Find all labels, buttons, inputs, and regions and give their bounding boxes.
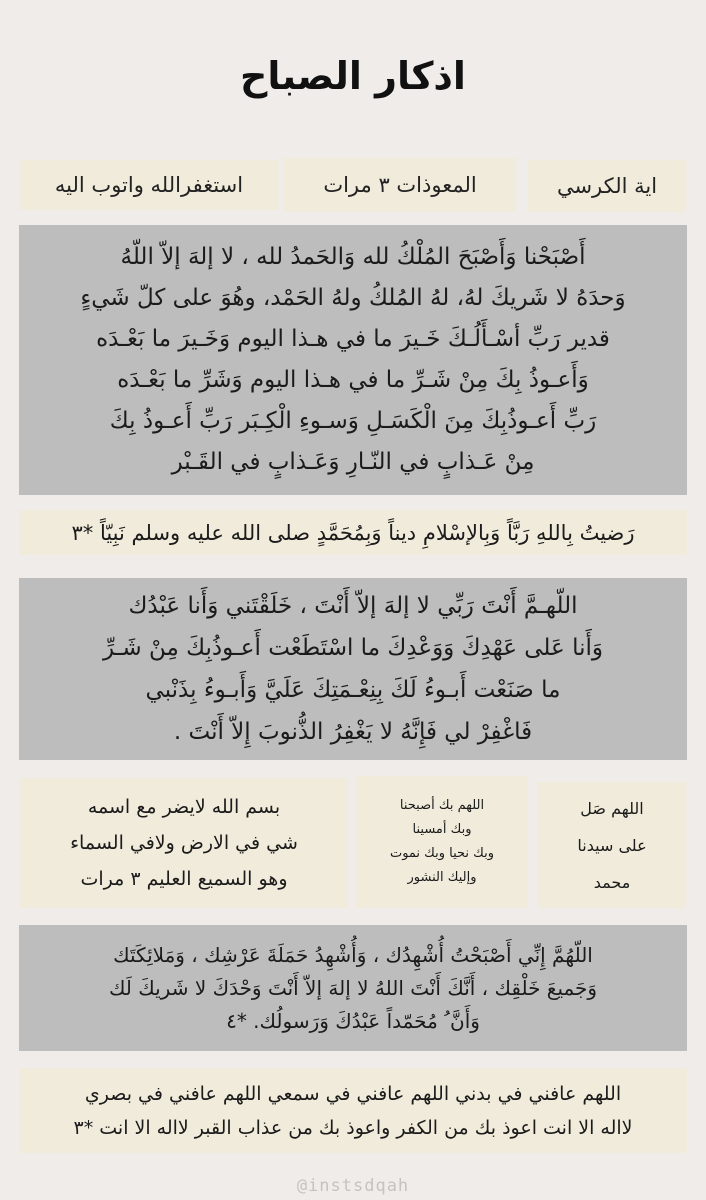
- dhikr-line: وَأَعـوذُ بِكَ مِنْ شَـرِّ ما في هـذا اليوم وَشَرِّ ما بَعْـدَه: [117, 367, 589, 393]
- dhikr-asbahna-block: [19, 225, 687, 495]
- dhikr-bismillah-block: [20, 778, 348, 908]
- tag-label: اية الكرسي: [556, 174, 658, 198]
- dhikr-ashhaduka-block: [19, 925, 687, 1051]
- dhikr-line: وَجَميعَ خَلْقِك ، أَنَّكَ أَنْتَ اللهُ لا إلهَ إلاّ أَنْتَ وَحْدَكَ لا شَريكَ لَك: [108, 975, 598, 1000]
- dhikr-sayyid-istighfar-block: [19, 578, 687, 760]
- tag-istighfar: [20, 160, 278, 210]
- dhikr-line: شي في الارض ولافي السماء: [70, 832, 298, 854]
- page-title: اذكار الصباح: [240, 54, 466, 98]
- tag-label: المعوذات ٣ مرات: [323, 173, 477, 197]
- watermark-handle: @instsdqah: [296, 1176, 410, 1196]
- tag-label: استغفرالله واتوب اليه: [54, 173, 244, 197]
- dhikr-salli-block: [538, 782, 686, 908]
- dhikr-line: اللّهُمَّ إِنِّي أَصْبَحْتُ أُشْهِدُك ، وَأُشْهِدُ حَمَلَةَ عَرْشِك ، وَمَلائِكَتَك: [113, 942, 593, 967]
- dhikr-afini-block: [19, 1068, 687, 1153]
- dhikr-line: اللهم عافني في بدني اللهم عافني في سمعي اللهم عافني في بصري: [84, 1082, 622, 1105]
- dhikr-line: وبك أمسينا: [412, 822, 472, 837]
- dhikr-line: قدير رَبِّ أسْـأَلُـكَ خَـيرَ ما في هـذا اليوم وَخَـيرَ ما بَعْـدَه: [96, 326, 610, 352]
- dhikr-line: وهو السميع العليم ٣ مرات: [80, 868, 288, 890]
- dhikr-line: بسم الله لايضر مع اسمه: [87, 796, 281, 818]
- dhikr-line: وَأَنَّ ُ مُحَمّداً عَبْدُكَ وَرَسولُك. *٤: [226, 1008, 480, 1033]
- tag-muawwidhat: [284, 158, 516, 212]
- dhikr-line: وبك نحيا وبك نموت: [389, 846, 495, 861]
- dhikr-line: أَصْبَحْنا وَأَصْبَحَ المُلْكُ لله وَالحَمدُ لله ، لا إلهَ إلاّ اللّهُ: [120, 244, 586, 270]
- dhikr-line: فَاغْفِرْ لي فَإِنَّهُ لا يَغْفِرُ الذُّنوبَ إِلاّ أَنْتَ .: [173, 719, 533, 745]
- tag-ayat-alkursi: [528, 160, 686, 212]
- dhikr-raditu-block: [19, 510, 687, 555]
- dhikr-line: اللهم صَل: [580, 798, 644, 818]
- dhikr-line: محمد: [593, 872, 631, 892]
- dhikr-line: وَأَنا عَلى عَهْدِكَ وَوَعْدِكَ ما اسْتَطَعْت أَعـوذُبِكَ مِنْ شَـرِّ: [103, 635, 603, 661]
- dhikr-line: لااله الا انت اعوذ بك من الكفر واعوذ بك من عذاب القبر لااله الا انت *٣: [73, 1116, 633, 1139]
- dhikr-line: على سيدنا: [577, 835, 647, 855]
- dhikr-line: ما صَنَعْت أَبـوءُ لَكَ بِنِعْـمَتِكَ عَلَيَّ وَأَبـوءُ بِذَنْبي: [145, 677, 561, 703]
- dhikr-line: اللّهـمَّ أَنْتَ رَبِّي لا إلهَ إلاّ أَنْتَ ، خَلَقْتَني وَأَنا عَبْدُك: [128, 593, 578, 619]
- dhikr-bika-asbahna-block: [356, 776, 528, 908]
- dhikr-line: رَضيتُ بِاللهِ رَبَّاً وَبِالإسْلامِ ديناً وَبِمُحَمَّدٍ صلى الله عليه وسلم نَبِيّاً *٣: [71, 520, 635, 545]
- dhikr-line: وإليك النشور: [407, 870, 477, 885]
- dhikr-line: وَحدَهُ لا شَريكَ لهُ، لهُ المُلكُ ولهُ الحَمْد، وهُوَ على كلّ شَيءٍ: [80, 285, 626, 311]
- dhikr-line: رَبِّ أَعـوذُبِكَ مِنَ الْكَسَـلِ وَسـوءِ الْكِـبَر رَبِّ أَعـوذُ بِكَ: [109, 408, 597, 434]
- dhikr-line: اللهم بك أصبحنا: [399, 798, 485, 813]
- dhikr-line: مِنْ عَـذابٍ في النّـارِ وَعَـذابٍ في القَـبْر: [171, 449, 535, 475]
